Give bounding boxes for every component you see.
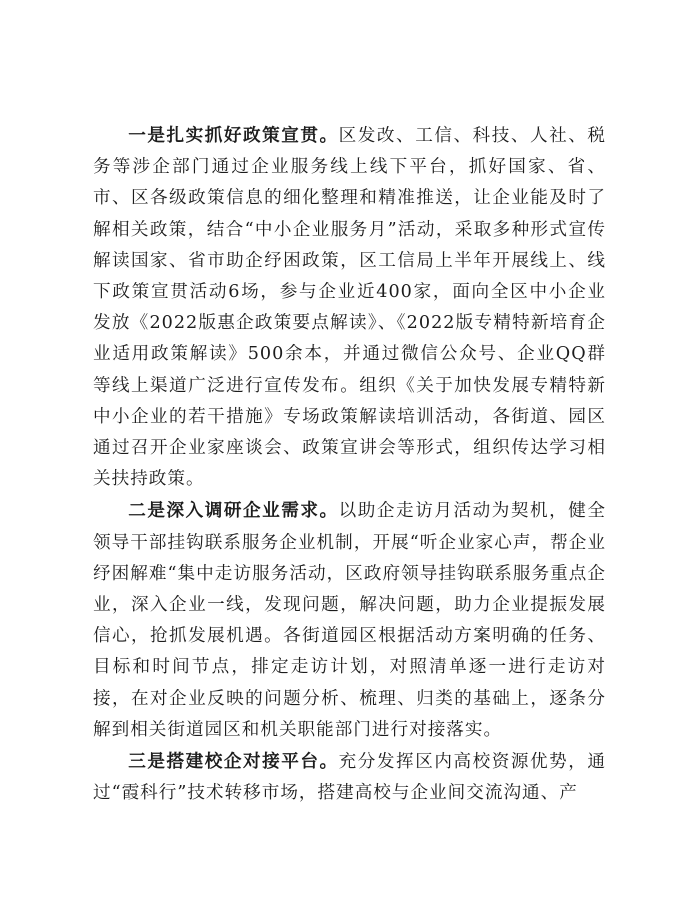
paragraph-heading: 一是扎实抓好政策宣贯。 xyxy=(128,125,339,146)
paragraph-text: 区发改、工信、科技、人社、税务等涉企部门通过企业服务线上线下平台，抓好国家、省、市、区各级政策信息的细化整理和精准推送，让企业能及时了解相关政策，结合“中小企业服务月”活动，采取多种形式宣传解读国家、省市助企纾困政策，区工信局上半年开展线上、线下政策宣贯活动6场，参与企业近400家，面向全区中小企业发放《2022版惠企政策要点解读》、《2022版专精特新培育企业适用政策解读》500余本，并通过微信公众号、企业QQ群等线上渠道广泛进行宣传发布。组织《关于加快发展专精特新中小企业的若干措施》专场政策解读培训活动，各街道、园区通过召开企业家座谈会、政策宣讲会等形式，组织传达学习相关扶持政策。 xyxy=(93,126,606,490)
paragraph-text: 充分发挥区内高校资源优势，通过“霞科行”技术转移市场，搭建高校与企业间交流沟通、产 xyxy=(93,752,606,804)
paragraph-text: 以助企走访月活动为契机，健全领导干部挂钩联系服务企业机制，开展“听企业家心声，帮企业纾困解难“集中走访服务活动，区政府领导挂钩联系服务重点企业，深入企业一线，发现问题，解决问题，助力企业提振发展信心，抢抓发展机遇。各街道园区根据活动方案明确的任务、目标和时间节点，排定走访计划，对照清单逐一进行走访对接，在对企业反映的问题分析、梳理、归类的基础上，逐条分解到相关街道园区和机关职能部门进行对接落实。 xyxy=(93,501,606,740)
paragraph-heading: 三是搭建校企对接平台。 xyxy=(128,751,339,773)
paragraph-heading: 二是深入调研企业需求。 xyxy=(128,500,339,522)
document-body xyxy=(93,120,606,809)
paragraph-policy-promotion xyxy=(93,120,606,495)
paragraph-enterprise-research xyxy=(93,495,606,746)
paragraph-school-enterprise-platform xyxy=(93,746,606,809)
